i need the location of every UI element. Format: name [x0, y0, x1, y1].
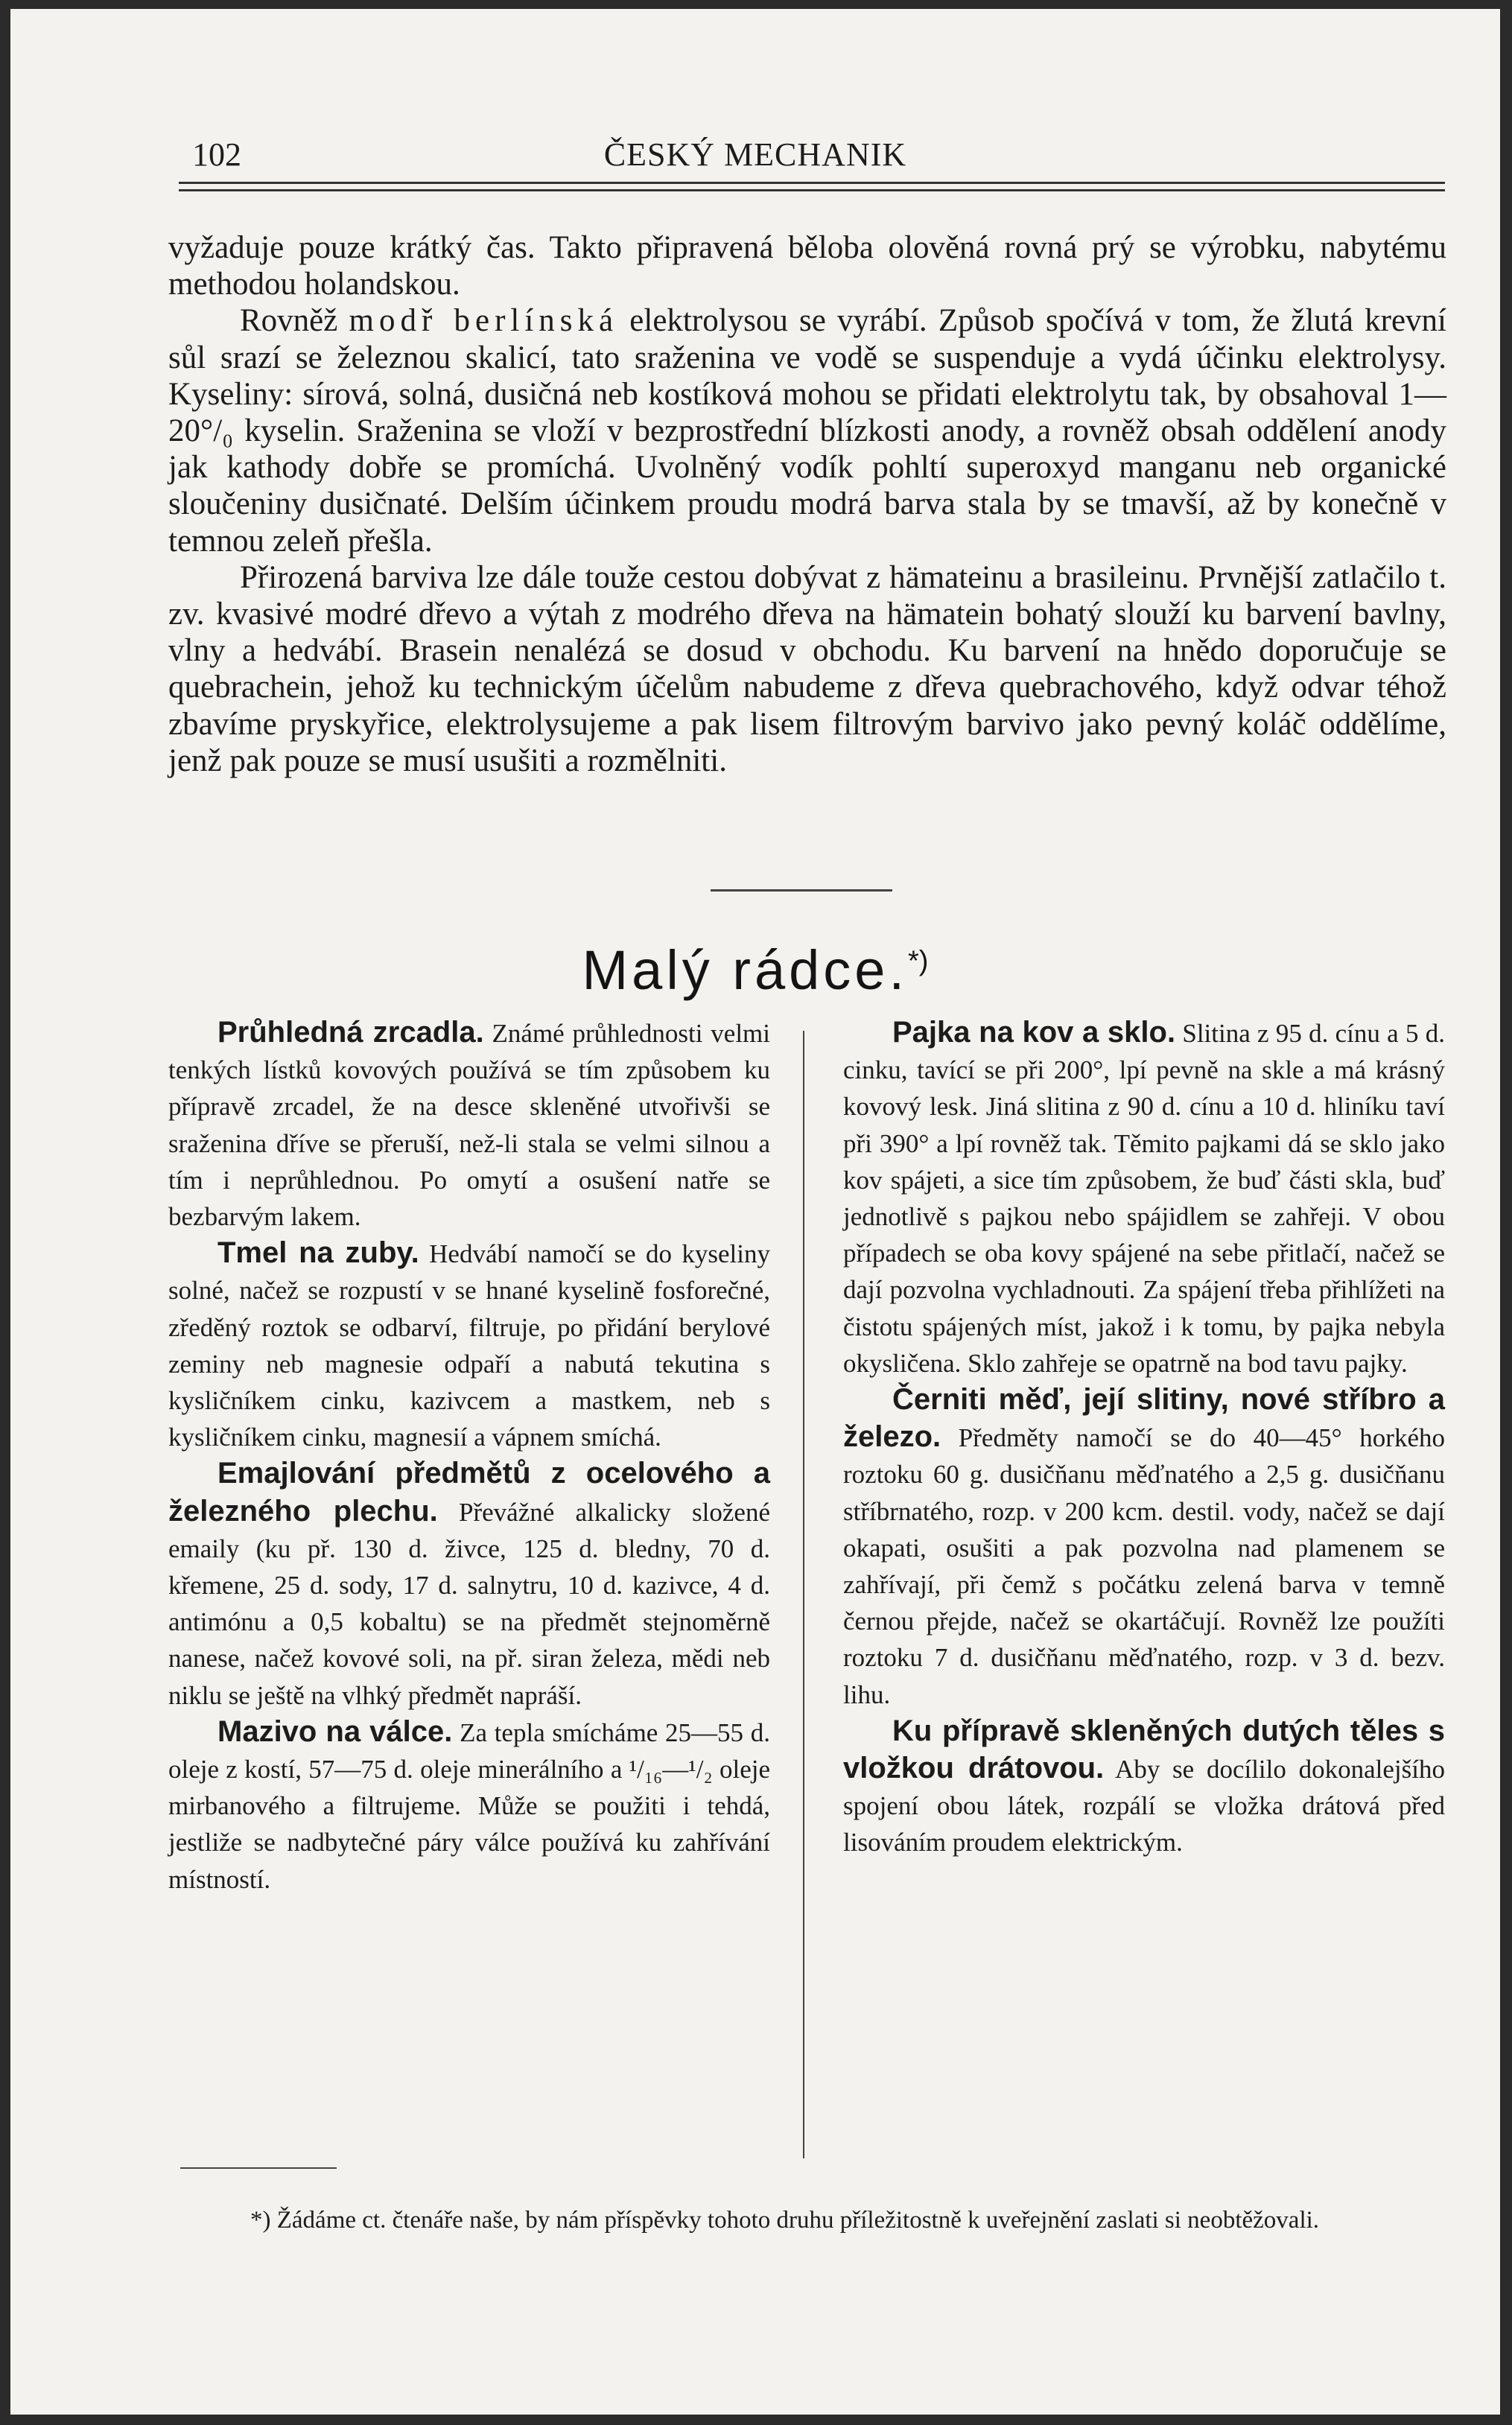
article-cerniti-med: [843, 1382, 1445, 1713]
article-text: Předměty namočí se do 40—45° horkého roztoku 60 g. dusičňanu měďnatého a 2,5 g. dusičňanu stříbrnatého, rozp. v 200 kcm. destil. vody, načež se dají okapati, osušiti a pak pozvolna nad plamenem se zahřívají, při čemž s počátku zelená barva v temně černou přejde, načež se okartáčují. Rovněž lze použíti roztoku 7 d. dusičňanu měďnatého, rozp. v 3 d. bezv. lihu.: [843, 1423, 1445, 1709]
article-text: Aby se docílilo dokonalejšího spojení obou látek, rozpálí se vložka drátová před lisováním proudem elektrickým.: [843, 1755, 1445, 1857]
intro-p2-spaced-term: modř berlínská: [349, 303, 619, 339]
header-rule-bottom: [179, 189, 1445, 191]
section-title-footnote-mark: *): [908, 945, 929, 977]
header-rule-top: [179, 182, 1445, 184]
article-title: Černiti měď, její slitiny, nové stříbro a železo.: [843, 1383, 1445, 1454]
article-sklenena-telesa: [843, 1713, 1445, 1861]
article-title: Emajlování předmětů z ocelového a železného plechu.: [168, 1457, 770, 1528]
article-mazivo-na-valce: [168, 1714, 770, 1898]
intro-p2-rest: elektrolysou se vyrábí. Způsob spočívá v tom, že žlutá krevní sůl srazí se železnou skalicí, tato sraženina ve vodě se suspenduje a vydá účinku elektrolysy. Kyseliny: sírová, solná, dusičná neb kostíková mohou se přidati elektrolytu tak, by obsahoval 1—20°/₀ kyselin. Sraženina se vloží v bezprostřední blízkosti anody, a rovněž obsah oddělení anody jak kathody dobře se promíchá. Uvolněný vodík pohltí superoxyd manganu neb organické sloučeniny dusičnaté. Delším účinkem proudu modrá barva stala by se tmavší, až by konečně v temnou zeleň přešla.: [168, 303, 1447, 559]
article-tmel-na-zuby: [168, 1235, 770, 1455]
footnote-rule: [180, 2167, 337, 2169]
intro-paragraph-1: vyžaduje pouze krátký čas. Takto připravená běloba olověná rovná prý se výrobku, nabytému methodou holandskou.: [168, 230, 1446, 302]
article-emajlovani: [168, 1455, 770, 1713]
intro-paragraph-3: Přirozená barviva lze dále touže cestou dobývat z hämateinu a brasileinu. Prvnější zatlačilo t. zv. kvasivé modré dřevo a výtah z modrého dřeva na hämatein bohatý slouží ku barvení bavlny, vlny a hedvábí. Brasein nenalézá se dosud v obchodu. Ku barvení na hnědo doporučuje se quebrachein, jehož ku technickým účelům nabudeme z dřeva quebrachového, když odvar téhož zbavíme pryskyřice, elektrolysujeme a pak lisem filtrovým barvivo jako pevný koláč oddělíme, jenž pak pouze se musí usušiti a rozmělniti.: [168, 559, 1446, 778]
article-text: Hedvábí namočí se do kyseliny solné, načež se rozpustí v se hnané kyselině fosforečné, zředěný roztok se odbarví, filtruje, po přidání berylové zeminy neb magnesie odpaří a nabutá tekutina s kysličníkem cinku, kazivcem a mastkem, neb s kysličníkem cinku, magnesií a vápnem smíchá.: [168, 1239, 770, 1452]
article-text: Známé průhlednosti velmi tenkých lístků kovových používá se tím způsobem ku přípravě zrcadel, že na desce skleněné utvořivši se sraženina dříve se přeruší, než-li stala se velmi silnou a tím i neprůhlednou. Po omytí a osušení natře se bezbarvým lakem.: [168, 1019, 770, 1232]
article-title: Mazivo na válce.: [217, 1714, 453, 1748]
running-title: ČESKÝ MECHANIK: [603, 136, 907, 173]
intro-paragraph-2: [168, 302, 1446, 559]
section-divider: [711, 889, 892, 892]
article-title: Pajka na kov a sklo.: [892, 1016, 1176, 1049]
footnote-mark: *): [250, 2207, 271, 2234]
page: [10, 9, 1500, 2415]
left-column: [168, 1014, 770, 1898]
article-pruhledna-zrcadla: [168, 1014, 770, 1235]
article-pajka-na-kov: [843, 1014, 1445, 1382]
article-title: Tmel na zuby.: [217, 1236, 419, 1270]
article-title: Průhledná zrcadla.: [217, 1016, 484, 1049]
article-title: Ku přípravě skleněných dutých těles s vložkou drátovou.: [843, 1714, 1445, 1785]
footnote-text: Žádáme ct. čtenáře naše, by nám příspěvky tohoto druhu příležitostně k uveřejnění zaslati si neobtěžovali.: [276, 2207, 1320, 2234]
intro-p2-start: Rovněž: [240, 303, 349, 339]
footnote: [168, 2205, 1446, 2235]
page-header: [10, 136, 1500, 180]
article-text: Převážné alkalicky složené emaily (ku př. 130 d. živce, 125 d. bledny, 70 d. křemene, 25 d. sody, 17 d. salnytru, 10 d. kazivce, 4 d. antimónu a 0,5 kobaltu) se na předmět stejnoměrně nanese, načež kovové soli, na př. siran železa, mědi neb niklu se ještě na vlhký předmět napráší.: [168, 1497, 770, 1710]
page-number: 102: [192, 136, 241, 173]
article-text: Za tepla smícháme 25—55 d. oleje z kostí, 57—75 d. oleje minerálního a ¹/₁₆—¹/₂ oleje mirbanového a filtrujeme. Může se použiti i tehdá, jestliže se nadbytečné páry válce používá ku zahřívání místností.: [168, 1717, 770, 1894]
column-divider: [803, 1031, 804, 2158]
section-title-text: Malý rádce.: [582, 939, 908, 1001]
intro-text: [168, 229, 1446, 779]
article-text: Slitina z 95 d. cínu a 5 d. cinku, tavící se při 200°, lpí pevně na skle a má krásný kovový lesk. Jiná slitina z 90 d. cínu a 10 d. hliníku taví při 390° a lpí rovněž tak. Těmito pajkami dá se sklo jako kov spájeti, a sice tím způsobem, že buď části skla, buď jednotlivě s pajkou nebo spájidlem se zahřeji. V obou případech se oba kovy spájené na sebe přitlačí, načež se dají pozvolna vychladnouti. Za spájení třeba přihlížeti na čistotu spájených míst, jakož i k tomu, by pajka nebyla okysličena. Sklo zahřeje se opatrně na bod tavu pajky.: [843, 1019, 1445, 1378]
right-column: [843, 1014, 1445, 1861]
section-title: [10, 938, 1500, 1002]
